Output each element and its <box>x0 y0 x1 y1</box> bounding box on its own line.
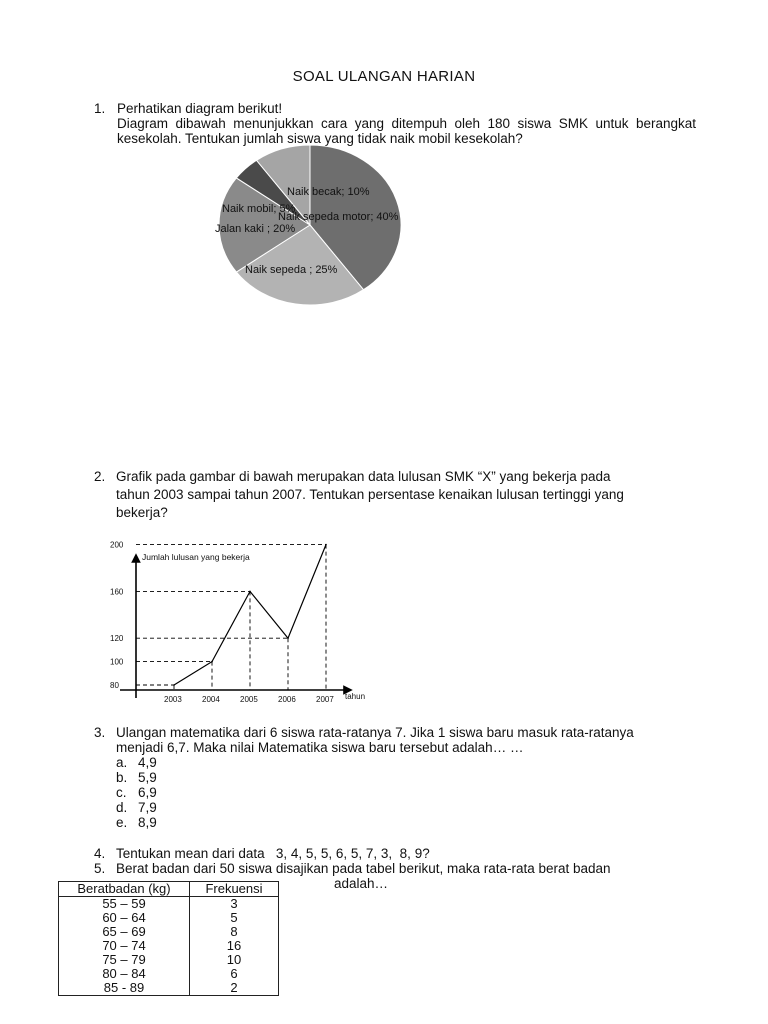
x-tick-label: 2005 <box>240 695 258 704</box>
answer-option-d[interactable] <box>116 800 157 815</box>
option-value: 4,9 <box>138 755 157 770</box>
question-number: 2. <box>94 469 106 484</box>
line-chart <box>100 540 390 710</box>
option-label: b. <box>116 770 128 785</box>
question-5-line-2: adalah… <box>334 876 389 891</box>
table-cell: 80 – 84 <box>59 967 190 981</box>
y-tick-label: 120 <box>110 634 124 644</box>
question-4-text: Tentukan mean dari data 3, 4, 5, 5, 6, 5, 7, 3, 8, 9? <box>116 846 430 861</box>
data-point <box>287 637 289 639</box>
option-label: d. <box>116 800 128 815</box>
data-point <box>211 661 213 663</box>
table-cell: 65 – 69 <box>59 925 190 939</box>
question-number: 1. <box>94 101 106 116</box>
question-1-instruction: Perhatikan diagram berikut! <box>117 101 283 116</box>
question-number: 3. <box>94 725 106 740</box>
data-point <box>173 684 175 686</box>
page-title: SOAL ULANGAN HARIAN <box>292 68 476 85</box>
table-row <box>59 897 279 912</box>
table-cell: 5 <box>190 911 279 925</box>
option-label: e. <box>116 815 128 830</box>
table-row <box>59 953 279 967</box>
y-tick-label: 100 <box>110 657 124 667</box>
weight-frequency-table <box>58 881 279 996</box>
question-5-line-1: Berat badan dari 50 siswa disajikan pada tabel berikut, maka rata-rata berat badan <box>116 861 611 876</box>
y-tick-label: 80 <box>110 681 119 690</box>
answer-option-e[interactable] <box>116 815 157 830</box>
y-tick-label: 160 <box>110 587 124 597</box>
question-3-line-1: Ulangan matematika dari 6 siswa rata-ratanya 7. Jika 1 siswa baru masuk rata-ratanya <box>116 725 634 740</box>
question-2-line-3: bekerja? <box>116 505 168 520</box>
option-value: 8,9 <box>138 815 157 830</box>
pie-label-jalan: Jalan kaki ; 20% <box>215 223 296 235</box>
pie-chart <box>210 145 415 315</box>
x-tick-label: 2006 <box>278 695 296 704</box>
question-4 <box>94 846 714 861</box>
table-row <box>59 967 279 981</box>
pie-label-sepeda: Naik sepeda ; 25% <box>245 264 338 276</box>
option-label: c. <box>116 785 127 800</box>
table-cell: 16 <box>190 939 279 953</box>
x-tick-label: 2007 <box>316 695 334 704</box>
question-number: 5. <box>94 861 106 876</box>
table-cell: 8 <box>190 925 279 939</box>
data-point <box>325 544 327 546</box>
option-value: 7,9 <box>138 800 157 815</box>
y-axis-label: Jumlah lulusan yang bekerja <box>142 552 250 562</box>
x-tick-label: 2004 <box>202 695 220 704</box>
data-point <box>249 591 251 593</box>
option-value: 6,9 <box>138 785 157 800</box>
pie-label-becak: Naik becak; 10% <box>287 186 370 198</box>
table-cell: 6 <box>190 967 279 981</box>
question-1-text: Diagram dibawah menunjukkan cara yang ditempuh oleh 180 siswa SMK untuk berangkat kesekolah. Tentukan jumlah siswa yang tidak naik mobil kesekolah? <box>117 116 696 146</box>
question-2-line-2: tahun 2003 sampai tahun 2007. Tentukan persentase kenaikan lulusan tertinggi yang <box>116 487 624 502</box>
pie-label-motor: Naik sepeda motor; 40% <box>278 211 399 223</box>
option-label: a. <box>116 755 128 770</box>
column-header-frequency: Frekuensi <box>190 882 279 897</box>
answer-option-a[interactable] <box>116 755 157 770</box>
table-cell: 85 - 89 <box>59 981 190 996</box>
answer-option-b[interactable] <box>116 770 157 785</box>
question-1 <box>94 101 698 146</box>
x-axis-label: tahun <box>345 692 366 701</box>
question-3-line-2: menjadi 6,7. Maka nilai Matematika siswa baru tersebut adalah… … <box>116 740 524 755</box>
table-cell: 2 <box>190 981 279 996</box>
table-cell: 60 – 64 <box>59 911 190 925</box>
table-row <box>59 939 279 953</box>
table-cell: 75 – 79 <box>59 953 190 967</box>
column-header-weight: Beratbadan (kg) <box>59 882 190 897</box>
x-tick-label: 2003 <box>164 695 182 704</box>
answer-option-c[interactable] <box>116 785 157 800</box>
option-value: 5,9 <box>138 770 157 785</box>
table-cell: 3 <box>190 897 279 912</box>
question-2 <box>94 468 714 522</box>
question-2-line-1: Grafik pada gambar di bawah merupakan data lulusan SMK “X” yang bekerja pada <box>116 469 611 484</box>
pie-label-mobil: Naik mobil; 5% <box>222 203 296 215</box>
table-row <box>59 925 279 939</box>
table-row <box>59 911 279 925</box>
table-row <box>59 981 279 996</box>
question-3 <box>94 725 714 755</box>
table-header-row <box>59 882 279 897</box>
y-tick-label: 200 <box>110 540 124 550</box>
question-number: 4. <box>94 846 106 861</box>
table-cell: 70 – 74 <box>59 939 190 953</box>
table-cell: 55 – 59 <box>59 897 190 912</box>
table-cell: 10 <box>190 953 279 967</box>
